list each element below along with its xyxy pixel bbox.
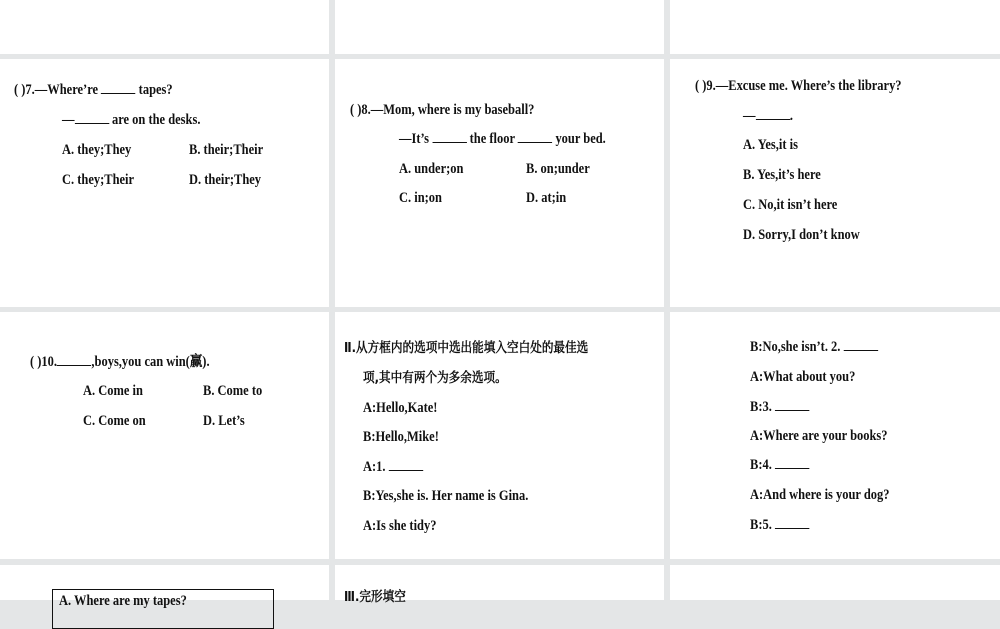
- dialog-line: B:Yes,she is. Her name is Gina.: [363, 488, 529, 504]
- dialog-line: A:And where is your dog?: [750, 487, 890, 503]
- panel-top-left: [0, 0, 329, 54]
- answer-paren[interactable]: ( ): [14, 82, 26, 98]
- question-9-stem: ( )9.—Excuse me. Where’s the library?: [695, 78, 902, 94]
- panel-dialog-continued: [670, 312, 1000, 559]
- panel-question-9: [670, 59, 1000, 307]
- question-7-answer-line: — are on the desks.: [62, 112, 201, 128]
- options-box-item: A. Where are my tapes?: [59, 593, 187, 609]
- panel-bottom-left: [0, 565, 329, 609]
- answer-blank[interactable]: [74, 111, 108, 124]
- question-10-option-b: B. Come to: [203, 383, 263, 399]
- dialog-line: B:Hello,Mike!: [363, 429, 439, 445]
- question-7-option-b: B. their;Their: [189, 142, 264, 158]
- panel-question-8: [335, 59, 664, 307]
- answer-blank[interactable]: [57, 353, 91, 366]
- answer-blank[interactable]: [518, 130, 552, 143]
- panel-question-10: [0, 312, 329, 559]
- panel-question-7: [0, 59, 329, 307]
- question-8-stem: ( )8.—Mom, where is my baseball?: [350, 102, 535, 118]
- question-10-stem: ( )10. ,boys,you can win(赢).: [30, 354, 210, 370]
- dialog-line: B:5.: [750, 515, 809, 535]
- panel-bottom-right: [670, 565, 1000, 600]
- answer-paren[interactable]: ( ): [695, 78, 707, 94]
- question-7-option-d: D. their;They: [189, 172, 262, 188]
- answer-blank[interactable]: [432, 130, 466, 143]
- dialog-line: A:Hello,Kate!: [363, 400, 438, 416]
- dialog-line: A:What about you?: [750, 369, 856, 385]
- answer-blank[interactable]: [775, 398, 809, 411]
- dialog-line: B:3.: [750, 397, 809, 417]
- dialog-line: B:4.: [750, 455, 809, 475]
- dialog-line: B:No,she isn’t. 2.: [750, 337, 878, 357]
- answer-blank[interactable]: [389, 458, 423, 471]
- question-10-option-c: C. Come on: [83, 413, 146, 429]
- panel-top-right: [670, 0, 1000, 54]
- question-8-option-b: B. on;under: [526, 161, 590, 177]
- question-10-option-a: A. Come in: [83, 383, 143, 399]
- panel-top-middle: [335, 0, 664, 54]
- answer-paren[interactable]: ( ): [350, 102, 362, 118]
- dialog-line: A:Is she tidy?: [363, 518, 437, 534]
- question-9-answer-line: — .: [743, 108, 793, 124]
- question-8-option-d: D. at;in: [526, 190, 567, 206]
- question-7-option-a: A. they;They: [62, 142, 132, 158]
- question-8-option-c: C. in;on: [399, 190, 442, 206]
- options-box: [52, 589, 274, 629]
- dialog-line: A:Where are your books?: [750, 428, 888, 444]
- question-7-stem: ( )7.—Where’re tapes?: [14, 82, 173, 98]
- answer-blank[interactable]: [755, 107, 789, 120]
- answer-blank[interactable]: [775, 516, 809, 529]
- answer-blank[interactable]: [775, 456, 809, 469]
- panel-section-2: [335, 312, 664, 559]
- answer-paren[interactable]: ( ): [30, 354, 42, 370]
- panel-bottom-middle: [335, 565, 664, 605]
- question-10-option-d: D. Let’s: [203, 413, 245, 429]
- answer-blank[interactable]: [101, 81, 135, 94]
- question-7-option-c: C. they;Their: [62, 172, 135, 188]
- question-8-line-2: —It’s the floor your bed.: [399, 131, 606, 147]
- question-9-option-c: C. No,it isn’t here: [743, 197, 838, 213]
- question-9-option-d: D. Sorry,I don’t know: [743, 227, 860, 243]
- answer-blank[interactable]: [844, 338, 878, 351]
- question-8-option-a: A. under;on: [399, 161, 464, 177]
- question-9-option-b: B. Yes,it’s here: [743, 167, 821, 183]
- dialog-line: A:1.: [363, 457, 423, 477]
- section-2-heading-line-2: 项,其中有两个为多余选项。: [363, 370, 507, 386]
- question-9-option-a: A. Yes,it is: [743, 137, 798, 153]
- section-2-heading-line-1: Ⅱ.从方框内的选项中选出能填入空白处的最佳选: [344, 340, 589, 356]
- section-3-heading: Ⅲ.完形填空: [344, 589, 406, 605]
